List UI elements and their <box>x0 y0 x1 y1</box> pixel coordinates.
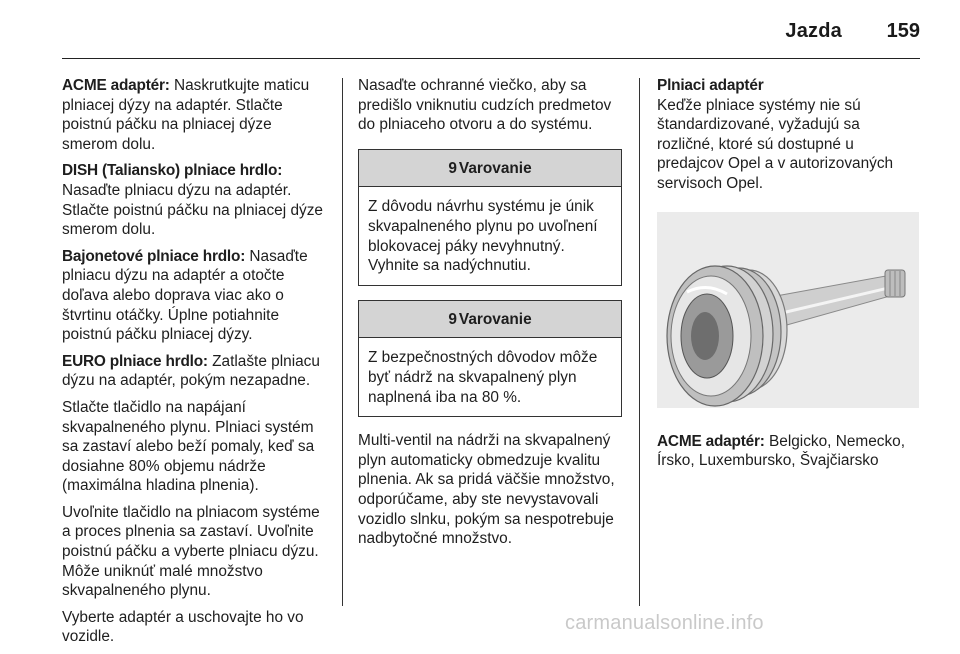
acme-adapter-illustration <box>657 212 919 408</box>
caption-label: ACME adaptér: <box>657 432 765 450</box>
caption-text: Belgicko, Nemecko, Írsko, Luxembursko, Švajčiarsko <box>657 432 906 470</box>
bayonet-label: Bajonetové plniace hrdlo: <box>62 247 246 265</box>
acme-text: Naskrutkujte maticu plniacej dýzy na adaptér. Stlačte poistnú páčku na plniacej dýze smerom dolu. <box>62 77 310 153</box>
paragraph-multivalve: Multi-ventil na nádrži na skvapalnený plyn automaticky obmedzuje kvalitu plnenia. Ak sa pridá väčšie množstvo, odporúčame, aby ste nevystavovali vozidlo slnku, pokým sa nespotrebuje nadbytočné množstvo. <box>358 432 615 548</box>
warning-box <box>358 149 622 286</box>
page-title: Jazda <box>785 20 842 42</box>
warning-title: Varovanie <box>458 310 532 328</box>
warning-header <box>359 301 621 339</box>
paragraph-release-button: Uvoľnite tlačidlo na plniacom systéme a proces plnenia sa zastaví. Uvoľnite poistnú páčku a vyberte plniacu dýzu. Môže uniknúť malé množstvo skvapalneného plynu. <box>62 503 320 600</box>
warning-icon: 9 <box>448 310 457 328</box>
column-right <box>657 76 921 478</box>
column-middle <box>358 76 622 556</box>
watermark: carmanualsonline.info <box>565 612 764 634</box>
bayonet-text: Nasaďte plniacu dýzu na adaptér a otočte doľava alebo doprava viac ako o štvrtinu otáčky. Úplne potiahnite poistnú páčku plniacej dýzy. <box>62 247 308 344</box>
paragraph-adapters: Keďže plniace systémy nie sú štandardizované, vyžadujú sa rozličné, ktoré sú dostupné u predajcov Opel a v autorizovaných servisoch Opel. <box>657 96 894 192</box>
warning-title: Varovanie <box>458 159 532 177</box>
warning-text: Z dôvodu návrhu systému je únik skvapalneného plynu po uvoľnení blokovacej páky nevyhnutný. Vyhnite sa nadýchnutiu. <box>368 198 598 275</box>
column-divider <box>639 78 640 606</box>
paragraph-bayonet <box>62 247 324 345</box>
page-number: 159 <box>886 20 920 42</box>
euro-text: Zatlašte plniacu dýzu na adaptér, pokým nezapadne. <box>62 352 320 390</box>
column-divider <box>342 78 343 606</box>
warning-header <box>359 150 621 188</box>
adapter-caption <box>657 432 921 471</box>
paragraph-acme <box>62 76 324 154</box>
acme-label: ACME adaptér: <box>62 77 170 94</box>
warning-icon: 9 <box>448 159 457 177</box>
euro-label: EURO plniace hrdlo: <box>62 352 208 370</box>
header-rule <box>62 58 920 59</box>
paragraph-dish <box>62 161 324 239</box>
dish-label: DISH (Taliansko) plniace hrdlo: <box>62 162 283 180</box>
warning-text: Z bezpečnostných dôvodov môže byť nádrž na skvapalnený plyn naplnená iba na 80 %. <box>368 349 598 406</box>
paragraph-cap: Nasaďte ochranné viečko, aby sa predišlo vniknutiu cudzích predmetov do plniaceho otvoru a do systému. <box>358 77 612 134</box>
paragraph-euro <box>62 352 324 391</box>
column-left <box>62 76 324 654</box>
section-heading: Plniaci adaptér <box>657 77 764 94</box>
adapter-photo <box>657 212 919 408</box>
warning-box <box>358 300 622 417</box>
paragraph-press-button: Stlačte tlačidlo na napájaní skvapalneného plynu. Plniaci systém sa zastaví alebo beží pomaly, keď sa dosiahne 80% objemu nádrže (maximálna hladina plnenia). <box>62 398 315 495</box>
dish-text: Nasaďte plniacu dýzu na adaptér. Stlačte poistnú páčku na plniacej dýze smerom dolu. <box>62 181 323 239</box>
paragraph-remove-adapter: Vyberte adaptér a uschovajte ho vo vozidle. <box>62 608 304 646</box>
